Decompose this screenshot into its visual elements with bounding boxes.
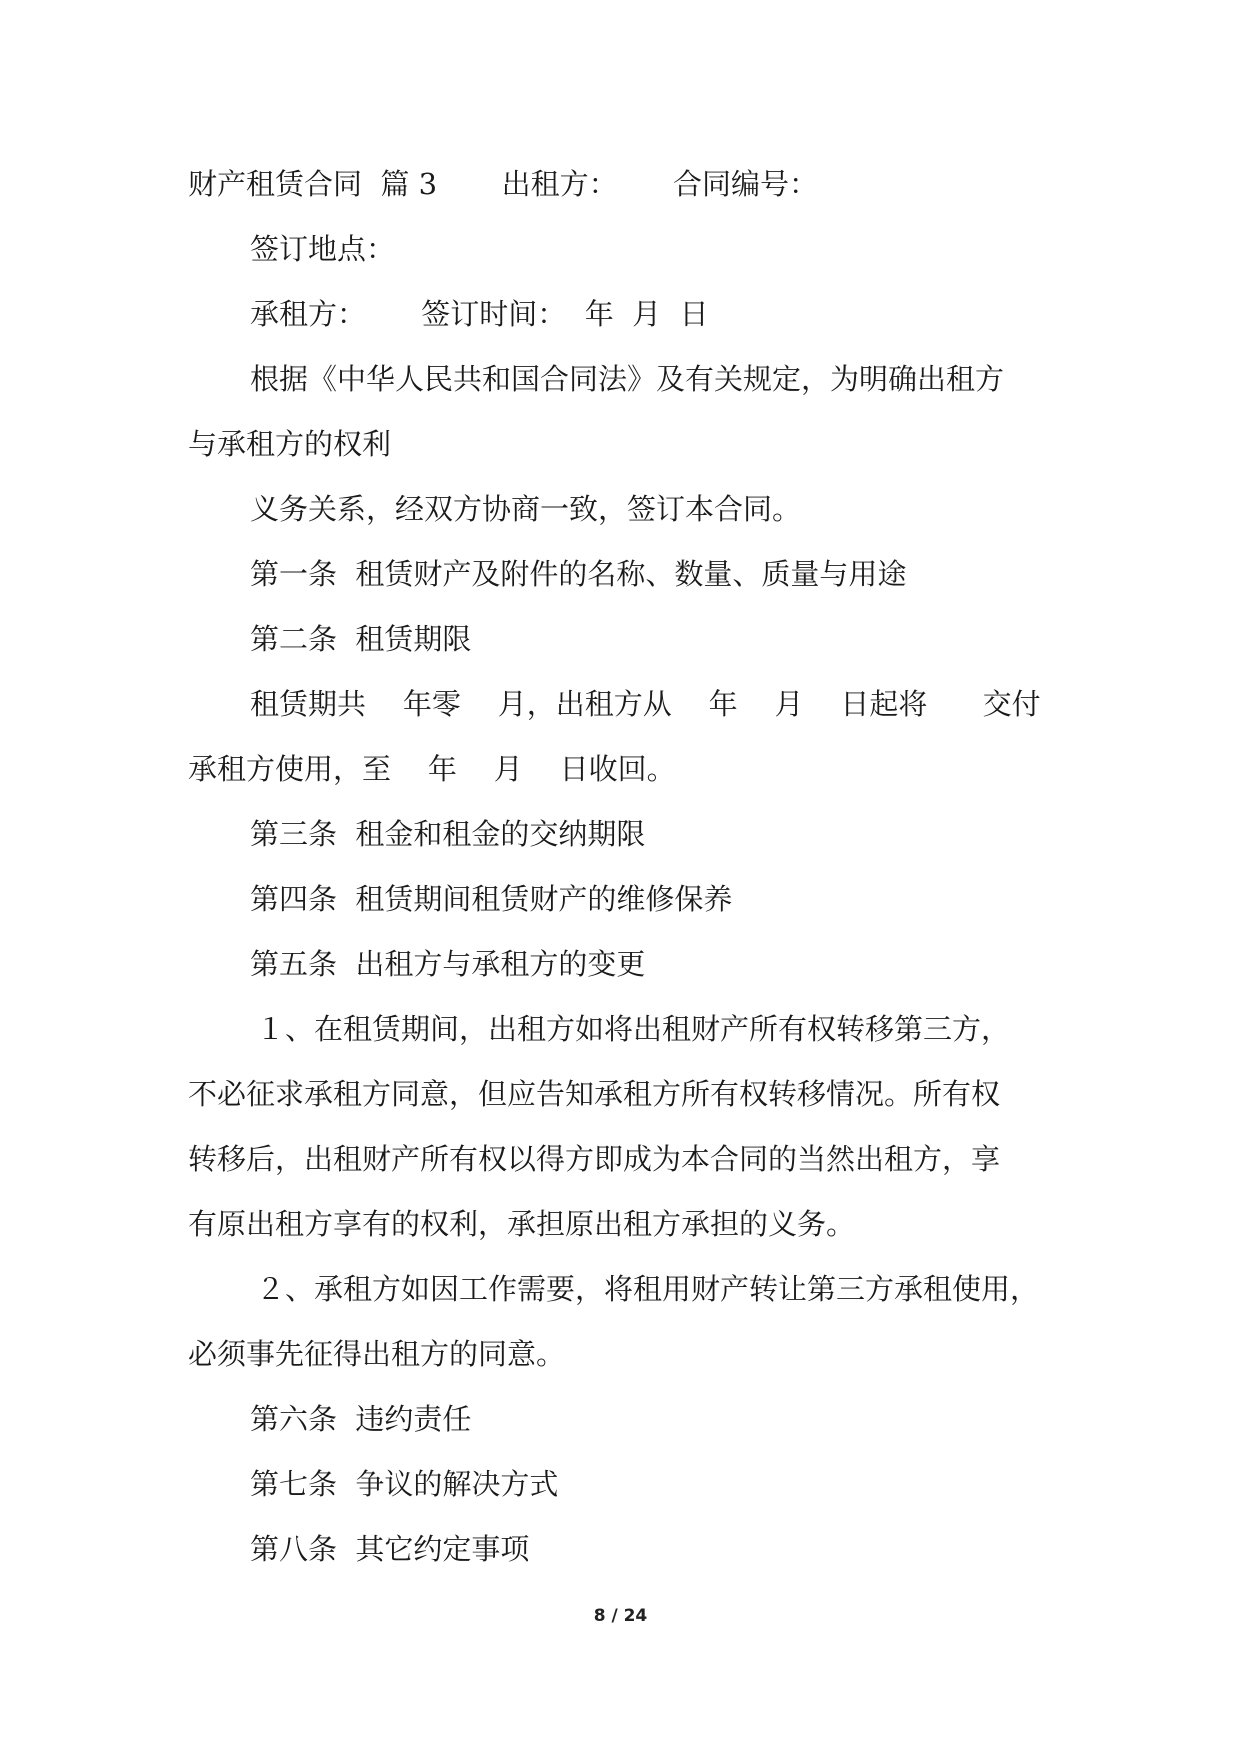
- clause-2-line-2: 必须事先征得出租方的同意。: [188, 1337, 566, 1371]
- article-2: 第二条 租赁期限: [250, 622, 472, 656]
- preamble-line-1: 根据《中华人民共和国合同法》及有关规定，为明确出租方: [250, 362, 1005, 396]
- article-8: 第八条 其它约定事项: [250, 1532, 530, 1566]
- page-number: 8 / 24: [593, 1606, 648, 1626]
- lease-term-line-1: 租赁期共 年零 月，出租方从 年 月 日起将 交付: [250, 687, 1041, 721]
- lease-term-line-2: 承租方使用，至 年 月 日收回。: [188, 752, 676, 786]
- preamble-line-2: 与承租方的权利: [188, 427, 392, 461]
- article-1: 第一条 租赁财产及附件的名称、数量、质量与用途: [250, 557, 907, 591]
- article-4: 第四条 租赁期间租赁财产的维修保养: [250, 882, 733, 916]
- article-7: 第七条 争议的解决方式: [250, 1467, 559, 1501]
- document-body: [188, 152, 1058, 1582]
- signing-place-line: 签订地点：: [250, 232, 396, 266]
- article-5: 第五条 出租方与承租方的变更: [250, 947, 646, 981]
- title-line: 财产租赁合同 篇 3 出租方： 合同编号：: [188, 167, 818, 201]
- clause-1-line-2: 不必征求承租方同意，但应告知承租方所有权转移情况。所有权: [188, 1077, 1001, 1111]
- clause-1-line-3: 转移后，出租财产所有权以得方即成为本合同的当然出租方，享: [188, 1142, 1001, 1176]
- clause-1-line-4: 有原出租方享有的权利，承担原出租方承担的义务。: [188, 1207, 856, 1241]
- preamble-line-3: 义务关系，经双方协商一致，签订本合同。: [250, 492, 802, 526]
- clause-1-line-1: １、在租赁期间，出租方如将出租财产所有权转移第三方，: [256, 1012, 1011, 1046]
- lessee-line: 承租方： 签订时间： 年 月 日: [250, 297, 709, 331]
- article-6: 第六条 违约责任: [250, 1402, 472, 1436]
- clause-2-line-1: ２、承租方如因工作需要，将租用财产转让第三方承租使用，: [256, 1272, 1040, 1306]
- article-3: 第三条 租金和租金的交纳期限: [250, 817, 646, 851]
